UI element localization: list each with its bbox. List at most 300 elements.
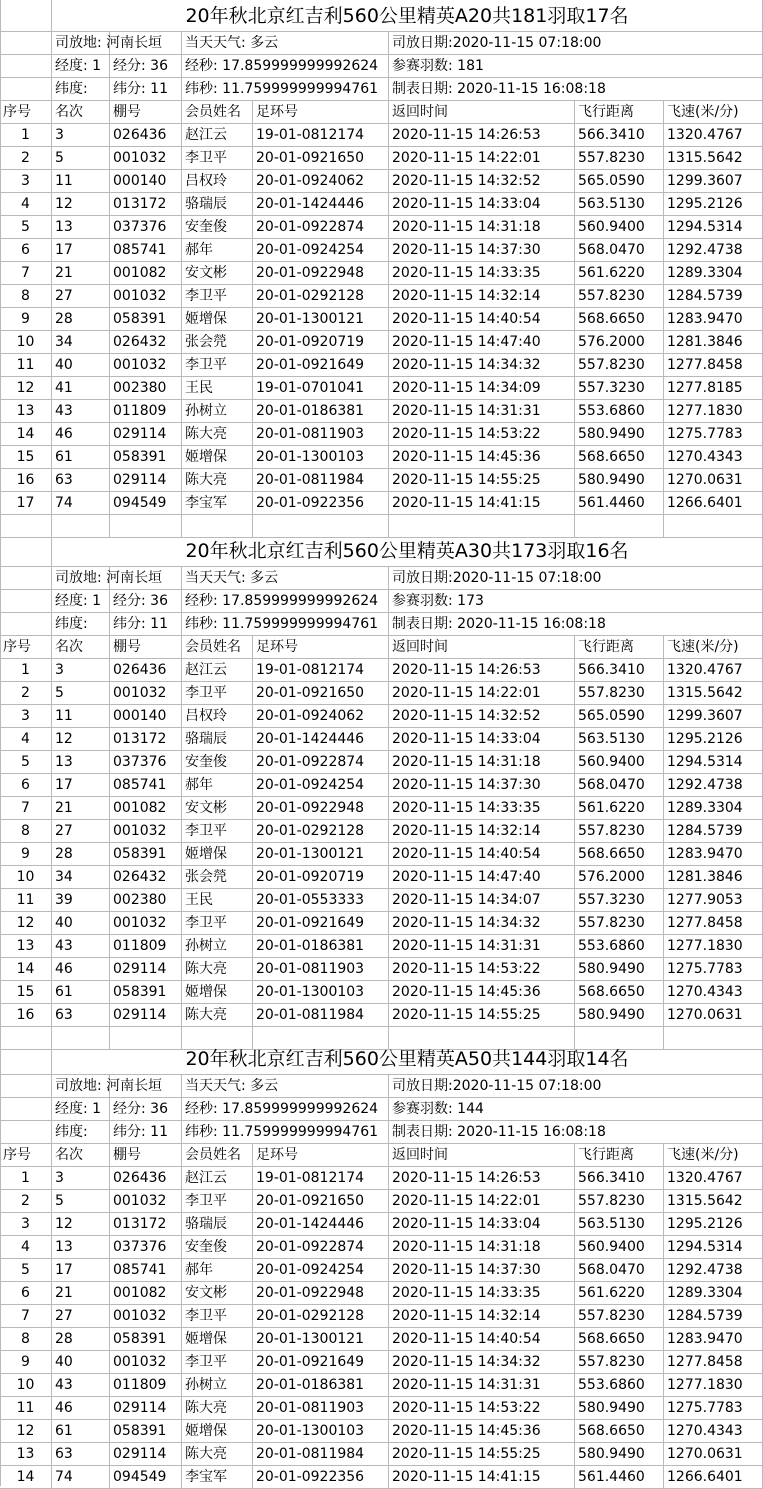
- cell-return-time: 2020-11-15 14:34:32: [389, 912, 575, 935]
- column-header-member-name: 会员姓名: [182, 1144, 253, 1167]
- column-header-speed: 飞速(米/分): [664, 636, 763, 659]
- cell-seq: 6: [0, 239, 52, 262]
- cell-speed: 1266.6401: [664, 492, 763, 515]
- cell-rank: 17: [52, 1259, 110, 1282]
- cell-ring-number: 20-01-0811984: [253, 469, 389, 492]
- cell-seq: 14: [0, 423, 52, 446]
- cell-rank: 74: [52, 492, 110, 515]
- blank-cell: [0, 55, 52, 78]
- table-row: [0, 469, 763, 492]
- column-header-return-time: 返回时间: [389, 1144, 575, 1167]
- cell-loft-id: 037376: [110, 1236, 182, 1259]
- cell-return-time: 2020-11-15 14:40:54: [389, 308, 575, 331]
- cell-seq: 8: [0, 1328, 52, 1351]
- cell-return-time: 2020-11-15 14:26:53: [389, 659, 575, 682]
- cell-seq: 2: [0, 1190, 52, 1213]
- cell-loft-id: 029114: [110, 1004, 182, 1027]
- cell-member-name: 姬增保: [182, 843, 253, 866]
- cell-speed: 1289.3304: [664, 262, 763, 285]
- column-header-loft-id: 棚号: [110, 636, 182, 659]
- cell-speed: 1281.3846: [664, 331, 763, 354]
- cell-flight-distance: 557.3230: [575, 377, 664, 400]
- cell-rank: 12: [52, 193, 110, 216]
- entry-count: 参赛羽数: 144: [389, 1098, 763, 1121]
- cell-loft-id: 094549: [110, 492, 182, 515]
- cell-rank: 12: [52, 728, 110, 751]
- table-row: [0, 124, 763, 147]
- longitude-seconds: 经秒: 17.859999999992624: [182, 590, 389, 613]
- cell-loft-id: 026436: [110, 124, 182, 147]
- column-header-flight-distance: 飞行距离: [575, 101, 664, 124]
- cell-rank: 13: [52, 751, 110, 774]
- cell-return-time: 2020-11-15 14:31:31: [389, 1374, 575, 1397]
- latitude-seconds: 纬秒: 11.759999999994761: [182, 1121, 389, 1144]
- cell-loft-id: 011809: [110, 400, 182, 423]
- cell-flight-distance: 561.6220: [575, 262, 664, 285]
- cell-return-time: 2020-11-15 14:37:30: [389, 774, 575, 797]
- cell-ring-number: 20-01-0922948: [253, 262, 389, 285]
- cell-ring-number: 20-01-0186381: [253, 1374, 389, 1397]
- cell-member-name: 骆瑞辰: [182, 728, 253, 751]
- cell-speed: 1294.5314: [664, 751, 763, 774]
- release-place: 司放地: 河南长垣: [52, 1075, 110, 1098]
- cell-ring-number: 20-01-1300103: [253, 446, 389, 469]
- cell-rank: 11: [52, 170, 110, 193]
- cell-speed: 1277.9053: [664, 889, 763, 912]
- release-place: 司放地: 河南长垣: [52, 32, 110, 55]
- cell-member-name: 吕权玲: [182, 170, 253, 193]
- cell-speed: 1299.3607: [664, 170, 763, 193]
- cell-return-time: 2020-11-15 14:31:31: [389, 400, 575, 423]
- cell-return-time: 2020-11-15 14:47:40: [389, 331, 575, 354]
- cell-return-time: 2020-11-15 14:22:01: [389, 682, 575, 705]
- cell-return-time: 2020-11-15 14:34:32: [389, 354, 575, 377]
- cell-flight-distance: 560.9400: [575, 751, 664, 774]
- cell-seq: 13: [0, 935, 52, 958]
- cell-rank: 13: [52, 1236, 110, 1259]
- cell-member-name: 陈大亮: [182, 1004, 253, 1027]
- table-row: [0, 958, 763, 981]
- cell-return-time: 2020-11-15 14:55:25: [389, 469, 575, 492]
- cell-ring-number: 20-01-0924254: [253, 239, 389, 262]
- cell-member-name: 郝年: [182, 1259, 253, 1282]
- column-header-seq: 序号: [0, 1144, 52, 1167]
- table-row: [0, 705, 763, 728]
- cell-loft-id: 001032: [110, 682, 182, 705]
- cell-flight-distance: 561.6220: [575, 1282, 664, 1305]
- table-row: [0, 820, 763, 843]
- cell-return-time: 2020-11-15 14:34:07: [389, 889, 575, 912]
- cell-ring-number: 20-01-0921649: [253, 1351, 389, 1374]
- release-date: 司放日期:2020-11-15 07:18:00: [389, 1075, 763, 1098]
- column-header-rank: 名次: [52, 1144, 110, 1167]
- table-row: [0, 308, 763, 331]
- cell-rank: 43: [52, 1374, 110, 1397]
- cell-flight-distance: 568.6650: [575, 843, 664, 866]
- table-row: [0, 1213, 763, 1236]
- cell-member-name: 陈大亮: [182, 423, 253, 446]
- cell-loft-id: 085741: [110, 1259, 182, 1282]
- cell-ring-number: 20-01-1300121: [253, 308, 389, 331]
- title-corner-cell: [0, 0, 52, 32]
- cell-speed: 1295.2126: [664, 728, 763, 751]
- cell-rank: 28: [52, 843, 110, 866]
- cell-ring-number: 20-01-0922874: [253, 751, 389, 774]
- cell-flight-distance: 553.6860: [575, 400, 664, 423]
- cell-flight-distance: 568.0470: [575, 774, 664, 797]
- cell-seq: 11: [0, 354, 52, 377]
- cell-member-name: 李卫平: [182, 147, 253, 170]
- cell-ring-number: 19-01-0812174: [253, 1167, 389, 1190]
- cell-loft-id: 037376: [110, 751, 182, 774]
- cell-member-name: 姬增保: [182, 1328, 253, 1351]
- cell-rank: 5: [52, 1190, 110, 1213]
- cell-return-time: 2020-11-15 14:37:30: [389, 1259, 575, 1282]
- cell-member-name: 赵江云: [182, 1167, 253, 1190]
- section-title: 20年秋北京红吉利560公里精英A20共181羽取17名: [52, 0, 763, 32]
- blank-cell: [0, 1098, 52, 1121]
- table-row: [0, 354, 763, 377]
- table-row: [0, 843, 763, 866]
- cell-flight-distance: 568.6650: [575, 446, 664, 469]
- cell-rank: 3: [52, 659, 110, 682]
- cell-speed: 1283.9470: [664, 843, 763, 866]
- cell-seq: 12: [0, 1420, 52, 1443]
- cell-speed: 1320.4767: [664, 659, 763, 682]
- cell-flight-distance: 568.6650: [575, 1420, 664, 1443]
- cell-seq: 5: [0, 751, 52, 774]
- cell-member-name: 赵江云: [182, 659, 253, 682]
- longitude-minutes: 经分: 36: [110, 55, 182, 78]
- cell-loft-id: 002380: [110, 377, 182, 400]
- cell-member-name: 安奎俊: [182, 751, 253, 774]
- cell-member-name: 姬增保: [182, 308, 253, 331]
- cell-seq: 3: [0, 705, 52, 728]
- entry-count: 参赛羽数: 181: [389, 55, 763, 78]
- release-place: 司放地: 河南长垣: [52, 567, 110, 590]
- cell-flight-distance: 580.9490: [575, 423, 664, 446]
- column-header-seq: 序号: [0, 101, 52, 124]
- cell-flight-distance: 580.9490: [575, 958, 664, 981]
- cell-ring-number: 20-01-0811903: [253, 1397, 389, 1420]
- cell-return-time: 2020-11-15 14:40:54: [389, 843, 575, 866]
- cell-speed: 1295.2126: [664, 1213, 763, 1236]
- cell-ring-number: 20-01-1300103: [253, 1420, 389, 1443]
- cell-seq: 17: [0, 492, 52, 515]
- cell-rank: 28: [52, 308, 110, 331]
- table-row: [0, 889, 763, 912]
- cell-flight-distance: 580.9490: [575, 469, 664, 492]
- cell-return-time: 2020-11-15 14:45:36: [389, 981, 575, 1004]
- cell-loft-id: 001082: [110, 797, 182, 820]
- cell-ring-number: 20-01-0924062: [253, 705, 389, 728]
- cell-member-name: 李卫平: [182, 682, 253, 705]
- cell-seq: 3: [0, 1213, 52, 1236]
- info-row: [0, 78, 763, 101]
- cell-flight-distance: 563.5130: [575, 1213, 664, 1236]
- cell-return-time: 2020-11-15 14:31:18: [389, 1236, 575, 1259]
- cell-seq: 10: [0, 1374, 52, 1397]
- cell-member-name: 郝年: [182, 239, 253, 262]
- cell-loft-id: 085741: [110, 239, 182, 262]
- cell-speed: 1292.4738: [664, 1259, 763, 1282]
- table-row: [0, 935, 763, 958]
- cell-return-time: 2020-11-15 14:33:04: [389, 193, 575, 216]
- cell-return-time: 2020-11-15 14:32:52: [389, 170, 575, 193]
- cell-ring-number: 20-01-0811903: [253, 423, 389, 446]
- cell-return-time: 2020-11-15 14:33:35: [389, 262, 575, 285]
- cell-seq: 7: [0, 1305, 52, 1328]
- cell-speed: 1277.8185: [664, 377, 763, 400]
- table-date: 制表日期: 2020-11-15 16:08:18: [389, 1121, 763, 1144]
- cell-seq: 9: [0, 843, 52, 866]
- cell-ring-number: 20-01-0922874: [253, 216, 389, 239]
- table-row: [0, 331, 763, 354]
- cell-speed: 1289.3304: [664, 797, 763, 820]
- cell-return-time: 2020-11-15 14:31:18: [389, 751, 575, 774]
- table-row: [0, 1004, 763, 1027]
- table-row: [0, 1397, 763, 1420]
- cell-loft-id: 058391: [110, 981, 182, 1004]
- cell-flight-distance: 557.8230: [575, 147, 664, 170]
- cell-return-time: 2020-11-15 14:26:53: [389, 124, 575, 147]
- cell-return-time: 2020-11-15 14:33:04: [389, 728, 575, 751]
- release-date: 司放日期:2020-11-15 07:18:00: [389, 32, 763, 55]
- cell-return-time: 2020-11-15 14:32:14: [389, 1305, 575, 1328]
- cell-speed: 1283.9470: [664, 308, 763, 331]
- column-header-speed: 飞速(米/分): [664, 101, 763, 124]
- cell-member-name: 孙树立: [182, 935, 253, 958]
- cell-member-name: 安奎俊: [182, 216, 253, 239]
- cell-ring-number: 20-01-1424446: [253, 1213, 389, 1236]
- cell-rank: 61: [52, 981, 110, 1004]
- cell-member-name: 王民: [182, 889, 253, 912]
- cell-rank: 27: [52, 285, 110, 308]
- cell-speed: 1275.7783: [664, 423, 763, 446]
- cell-seq: 7: [0, 797, 52, 820]
- cell-seq: 4: [0, 1236, 52, 1259]
- cell-member-name: 赵江云: [182, 124, 253, 147]
- table-row: [0, 774, 763, 797]
- table-row: [0, 866, 763, 889]
- cell-ring-number: 20-01-0921650: [253, 147, 389, 170]
- cell-ring-number: 20-01-0186381: [253, 400, 389, 423]
- column-header-seq: 序号: [0, 636, 52, 659]
- cell-ring-number: 20-01-0920719: [253, 866, 389, 889]
- cell-flight-distance: 565.0590: [575, 170, 664, 193]
- cell-seq: 5: [0, 1259, 52, 1282]
- blank-cell: [0, 32, 52, 55]
- cell-flight-distance: 561.6220: [575, 797, 664, 820]
- cell-speed: 1277.8458: [664, 912, 763, 935]
- cell-loft-id: 013172: [110, 1213, 182, 1236]
- cell-seq: 13: [0, 400, 52, 423]
- cell-flight-distance: 557.8230: [575, 354, 664, 377]
- table-row: [0, 377, 763, 400]
- cell-return-time: 2020-11-15 14:31:31: [389, 935, 575, 958]
- cell-ring-number: 20-01-0292128: [253, 820, 389, 843]
- cell-ring-number: 20-01-1300121: [253, 1328, 389, 1351]
- cell-loft-id: 002380: [110, 889, 182, 912]
- table-row: [0, 239, 763, 262]
- cell-member-name: 李卫平: [182, 820, 253, 843]
- table-header-row: [0, 636, 763, 659]
- table-row: [0, 262, 763, 285]
- longitude-seconds: 经秒: 17.859999999992624: [182, 55, 389, 78]
- cell-speed: 1294.5314: [664, 216, 763, 239]
- column-header-rank: 名次: [52, 101, 110, 124]
- info-row: [0, 55, 763, 78]
- cell-member-name: 孙树立: [182, 400, 253, 423]
- cell-loft-id: 001032: [110, 147, 182, 170]
- cell-speed: 1275.7783: [664, 958, 763, 981]
- cell-loft-id: 058391: [110, 446, 182, 469]
- cell-rank: 74: [52, 1466, 110, 1489]
- cell-seq: 10: [0, 866, 52, 889]
- cell-return-time: 2020-11-15 14:22:01: [389, 1190, 575, 1213]
- cell-ring-number: 20-01-0553333: [253, 889, 389, 912]
- cell-loft-id: 011809: [110, 1374, 182, 1397]
- cell-rank: 40: [52, 912, 110, 935]
- table-row: [0, 1466, 763, 1489]
- table-row: [0, 797, 763, 820]
- cell-loft-id: 001032: [110, 285, 182, 308]
- cell-rank: 11: [52, 705, 110, 728]
- cell-member-name: 安文彬: [182, 797, 253, 820]
- info-row: [0, 1075, 763, 1098]
- cell-seq: 4: [0, 728, 52, 751]
- cell-member-name: 陈大亮: [182, 1397, 253, 1420]
- cell-rank: 21: [52, 797, 110, 820]
- cell-ring-number: 20-01-1424446: [253, 728, 389, 751]
- cell-rank: 61: [52, 1420, 110, 1443]
- blank-cell: [110, 1075, 182, 1098]
- cell-flight-distance: 557.8230: [575, 1190, 664, 1213]
- cell-return-time: 2020-11-15 14:37:30: [389, 239, 575, 262]
- cell-flight-distance: 565.0590: [575, 705, 664, 728]
- cell-ring-number: 20-01-0922874: [253, 1236, 389, 1259]
- cell-member-name: 吕权玲: [182, 705, 253, 728]
- cell-flight-distance: 580.9490: [575, 1397, 664, 1420]
- cell-seq: 1: [0, 124, 52, 147]
- title-corner-cell: [0, 535, 52, 567]
- latitude-degrees: 纬度:: [52, 613, 110, 636]
- latitude-degrees: 纬度:: [52, 78, 110, 101]
- column-header-flight-distance: 飞行距离: [575, 636, 664, 659]
- cell-speed: 1270.4343: [664, 981, 763, 1004]
- cell-rank: 3: [52, 124, 110, 147]
- column-header-flight-distance: 飞行距离: [575, 1144, 664, 1167]
- cell-seq: 9: [0, 308, 52, 331]
- cell-seq: 6: [0, 1282, 52, 1305]
- cell-seq: 12: [0, 377, 52, 400]
- cell-loft-id: 029114: [110, 958, 182, 981]
- cell-ring-number: 20-01-0811984: [253, 1004, 389, 1027]
- cell-rank: 63: [52, 1004, 110, 1027]
- cell-flight-distance: 576.2000: [575, 331, 664, 354]
- cell-ring-number: 20-01-0920719: [253, 331, 389, 354]
- info-row: [0, 590, 763, 613]
- release-date: 司放日期:2020-11-15 07:18:00: [389, 567, 763, 590]
- cell-rank: 21: [52, 262, 110, 285]
- cell-speed: 1320.4767: [664, 1167, 763, 1190]
- table-row: [0, 1351, 763, 1374]
- cell-member-name: 姬增保: [182, 981, 253, 1004]
- cell-speed: 1277.8458: [664, 354, 763, 377]
- blank-cell: [110, 32, 182, 55]
- cell-return-time: 2020-11-15 14:22:01: [389, 147, 575, 170]
- cell-ring-number: 19-01-0812174: [253, 124, 389, 147]
- table-row: [0, 193, 763, 216]
- column-header-rank: 名次: [52, 636, 110, 659]
- cell-member-name: 骆瑞辰: [182, 1213, 253, 1236]
- cell-member-name: 李宝军: [182, 1466, 253, 1489]
- cell-seq: 10: [0, 331, 52, 354]
- cell-flight-distance: 561.4460: [575, 1466, 664, 1489]
- table-row: [0, 170, 763, 193]
- cell-flight-distance: 566.3410: [575, 124, 664, 147]
- cell-flight-distance: 568.0470: [575, 239, 664, 262]
- cell-flight-distance: 566.3410: [575, 1167, 664, 1190]
- cell-speed: 1292.4738: [664, 774, 763, 797]
- cell-rank: 13: [52, 216, 110, 239]
- cell-return-time: 2020-11-15 14:53:22: [389, 958, 575, 981]
- longitude-minutes: 经分: 36: [110, 590, 182, 613]
- cell-return-time: 2020-11-15 14:26:53: [389, 1167, 575, 1190]
- cell-return-time: 2020-11-15 14:45:36: [389, 1420, 575, 1443]
- info-row: [0, 32, 763, 55]
- cell-return-time: 2020-11-15 14:34:09: [389, 377, 575, 400]
- column-header-ring-number: 足环号: [253, 1144, 389, 1167]
- cell-seq: 8: [0, 285, 52, 308]
- cell-seq: 16: [0, 469, 52, 492]
- cell-seq: 8: [0, 820, 52, 843]
- table-row: [0, 682, 763, 705]
- blank-cell: [0, 590, 52, 613]
- cell-return-time: 2020-11-15 14:41:15: [389, 1466, 575, 1489]
- cell-loft-id: 013172: [110, 193, 182, 216]
- cell-flight-distance: 560.9400: [575, 216, 664, 239]
- table-row: [0, 751, 763, 774]
- cell-ring-number: 20-01-0922948: [253, 1282, 389, 1305]
- cell-flight-distance: 580.9490: [575, 1004, 664, 1027]
- cell-seq: 9: [0, 1351, 52, 1374]
- cell-flight-distance: 576.2000: [575, 866, 664, 889]
- table-row: [0, 1259, 763, 1282]
- cell-member-name: 李卫平: [182, 1305, 253, 1328]
- cell-ring-number: 20-01-1424446: [253, 193, 389, 216]
- cell-ring-number: 20-01-0921650: [253, 1190, 389, 1213]
- cell-return-time: 2020-11-15 14:47:40: [389, 866, 575, 889]
- cell-loft-id: 058391: [110, 308, 182, 331]
- cell-loft-id: 001032: [110, 820, 182, 843]
- cell-rank: 46: [52, 1397, 110, 1420]
- cell-ring-number: 20-01-0921649: [253, 354, 389, 377]
- cell-seq: 13: [0, 1443, 52, 1466]
- cell-speed: 1315.5642: [664, 682, 763, 705]
- longitude-minutes: 经分: 36: [110, 1098, 182, 1121]
- cell-speed: 1281.3846: [664, 866, 763, 889]
- blank-cell: [0, 78, 52, 101]
- cell-ring-number: 19-01-0812174: [253, 659, 389, 682]
- cell-return-time: 2020-11-15 14:55:25: [389, 1443, 575, 1466]
- blank-cell: [0, 567, 52, 590]
- cell-member-name: 陈大亮: [182, 1443, 253, 1466]
- table-row: [0, 1236, 763, 1259]
- latitude-degrees: 纬度:: [52, 1121, 110, 1144]
- cell-return-time: 2020-11-15 14:53:22: [389, 1397, 575, 1420]
- cell-flight-distance: 568.6650: [575, 308, 664, 331]
